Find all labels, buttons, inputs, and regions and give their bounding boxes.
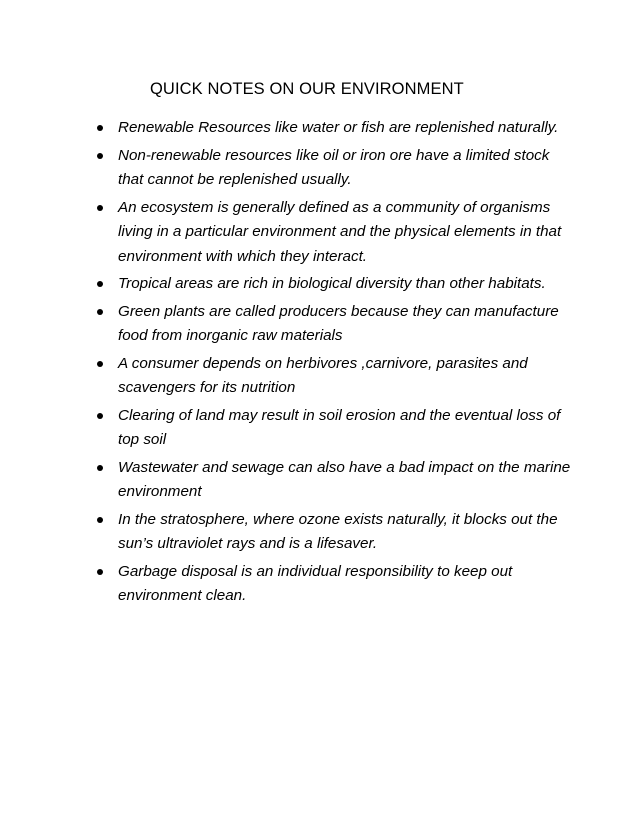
list-item xyxy=(96,456,576,505)
bullet-icon xyxy=(97,125,103,131)
note-text: Garbage disposal is an individual responsibility to keep out environment clean. xyxy=(118,562,513,604)
bullet-icon xyxy=(97,281,103,287)
note-text: Green plants are called producers because they can manufacture food from inorganic raw materials xyxy=(118,302,559,344)
bullet-icon xyxy=(97,517,103,523)
bullet-icon xyxy=(97,361,103,367)
note-text: Tropical areas are rich in biological diversity than other habitats. xyxy=(118,275,546,292)
notes-list xyxy=(96,116,576,612)
bullet-icon xyxy=(97,153,103,159)
bullet-icon xyxy=(97,465,103,471)
note-text: In the stratosphere, where ozone exists naturally, it blocks out the sun’s ultraviolet rays and is a lifesaver. xyxy=(118,510,558,552)
list-item xyxy=(96,508,576,557)
note-text: Renewable Resources like water or fish are replenished naturally. xyxy=(118,119,559,136)
note-text: Clearing of land may result in soil erosion and the eventual loss of top soil xyxy=(118,406,561,448)
list-item xyxy=(96,144,576,193)
list-item xyxy=(96,272,576,297)
list-item xyxy=(96,116,576,141)
note-text: A consumer depends on herbivores ,carnivore, parasites and scavengers for its nutrition xyxy=(118,354,528,396)
list-item xyxy=(96,196,576,270)
bullet-icon xyxy=(97,569,103,575)
list-item xyxy=(96,352,576,401)
bullet-icon xyxy=(97,205,103,211)
note-text: Wastewater and sewage can also have a bad impact on the marine environment xyxy=(118,458,571,500)
list-item xyxy=(96,560,576,609)
document-title: QUICK NOTES ON OUR ENVIRONMENT xyxy=(150,80,464,98)
bullet-icon xyxy=(97,413,103,419)
bullet-icon xyxy=(97,309,103,315)
list-item xyxy=(96,300,576,349)
note-text: An ecosystem is generally defined as a community of organisms living in a particular environment and the physical elements in that environment with which they interact. xyxy=(118,198,562,265)
note-text: Non-renewable resources like oil or iron ore have a limited stock that cannot be replenished usually. xyxy=(118,146,550,188)
list-item xyxy=(96,404,576,453)
